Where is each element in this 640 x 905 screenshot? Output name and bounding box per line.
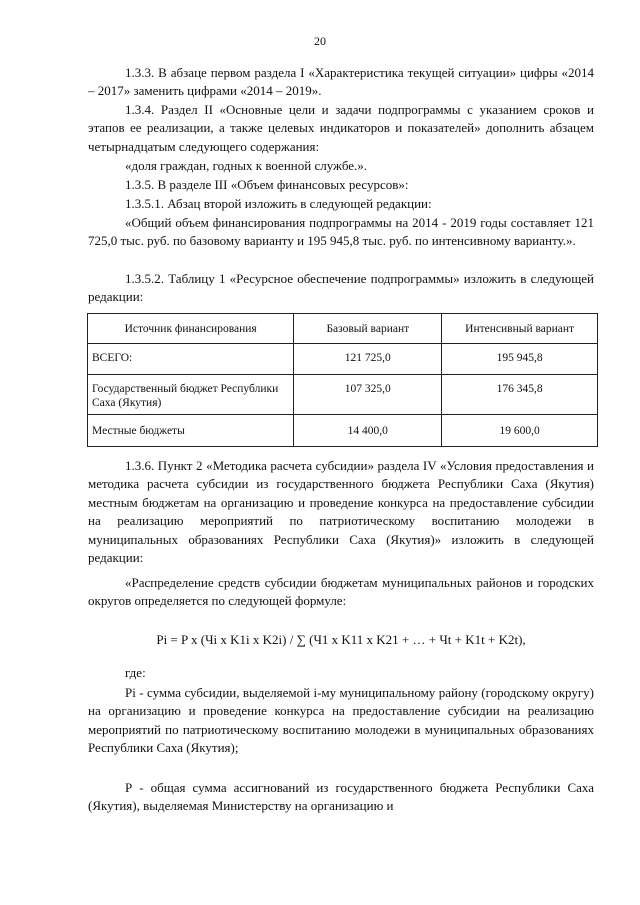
paragraph-where: где: bbox=[125, 665, 146, 680]
paragraph-p-definition: Р - общая сумма ассигнований из государственного бюджета Республики Саха (Якутия), выделяемая Министерству на организацию и bbox=[88, 780, 594, 814]
header-base: Базовый вариант bbox=[294, 314, 442, 344]
paragraph-total-financing: «Общий объем финансирования подпрограммы на 2014 - 2019 годы составляет 121 725,0 тыс. руб. по базовому варианту и 195 945,8 тыс. руб. по интенсивному варианту.». bbox=[88, 215, 594, 249]
header-intensive: Интенсивный вариант bbox=[442, 314, 598, 344]
page-number: 20 bbox=[314, 34, 326, 48]
cell-source: Государственный бюджет Республики Саха (Якутия) bbox=[88, 375, 294, 415]
paragraph-1-3-4: 1.3.4. Раздел II «Основные цели и задачи подпрограммы с указанием сроков и этапов ее реализации, а также целевых индикаторов и показателей» дополнить абзацем четырнадцатым следующего содержания: bbox=[88, 102, 594, 154]
paragraph-1-3-5: 1.3.5. В разделе III «Объем финансовых ресурсов»: bbox=[125, 177, 409, 192]
paragraph-distribution: «Распределение средств субсидии бюджетам муниципальных районов и городских округов определяется по следующей формуле: bbox=[88, 575, 594, 609]
table-header-row bbox=[88, 314, 598, 344]
table-row bbox=[88, 415, 598, 447]
paragraph-1-3-5-2: 1.3.5.2. Таблицу 1 «Ресурсное обеспечение подпрограммы» изложить в следующей редакции: bbox=[88, 271, 594, 305]
paragraph-1-3-6: 1.3.6. Пункт 2 «Методика расчета субсидии» раздела IV «Условия предоставления и методика расчета субсидии из государственного бюджета Республики Саха (Якутия) местным бюджетам на организацию и проведение конкурса на предоставление субсидии на реализацию мероприятий по патриотическому воспитанию молодежи в муниципальных образованиях Республики Саха (Якутия)» изложить в следующей редакции: bbox=[88, 458, 594, 566]
cell-base: 121 725,0 bbox=[294, 344, 442, 375]
paragraph-quote-military: «доля граждан, годных к военной службе.». bbox=[125, 158, 368, 173]
paragraph-1-3-5-1: 1.3.5.1. Абзац второй изложить в следующей редакции: bbox=[125, 196, 432, 211]
resource-table bbox=[87, 313, 598, 447]
paragraph-pi-definition: Pi - сумма субсидии, выделяемой i-му муниципальному району (городскому округу) на организацию и проведение конкурса на предоставление субсидии на реализацию мероприятий по патриотическому воспитанию молодежи в муниципальных образованиях Республики Саха (Якутия); bbox=[88, 685, 594, 756]
header-source: Источник финансирования bbox=[88, 314, 294, 344]
cell-intensive: 19 600,0 bbox=[442, 415, 598, 447]
paragraph-1-3-3: 1.3.3. В абзаце первом раздела I «Характеристика текущей ситуации» цифры «2014 – 2017» заменить цифрами «2014 – 2019». bbox=[88, 65, 594, 99]
table-row bbox=[88, 344, 598, 375]
table-row bbox=[88, 375, 598, 415]
cell-source: Местные бюджеты bbox=[88, 415, 294, 447]
cell-source: ВСЕГО: bbox=[88, 344, 294, 375]
cell-intensive: 176 345,8 bbox=[442, 375, 598, 415]
cell-base: 107 325,0 bbox=[294, 375, 442, 415]
subsidy-formula: Pi = P x (Чi x K1i x K2i) / ∑ (Ч1 x K11 x K21 + … + Чt + K1t + K2t), bbox=[156, 632, 526, 647]
cell-base: 14 400,0 bbox=[294, 415, 442, 447]
cell-intensive: 195 945,8 bbox=[442, 344, 598, 375]
